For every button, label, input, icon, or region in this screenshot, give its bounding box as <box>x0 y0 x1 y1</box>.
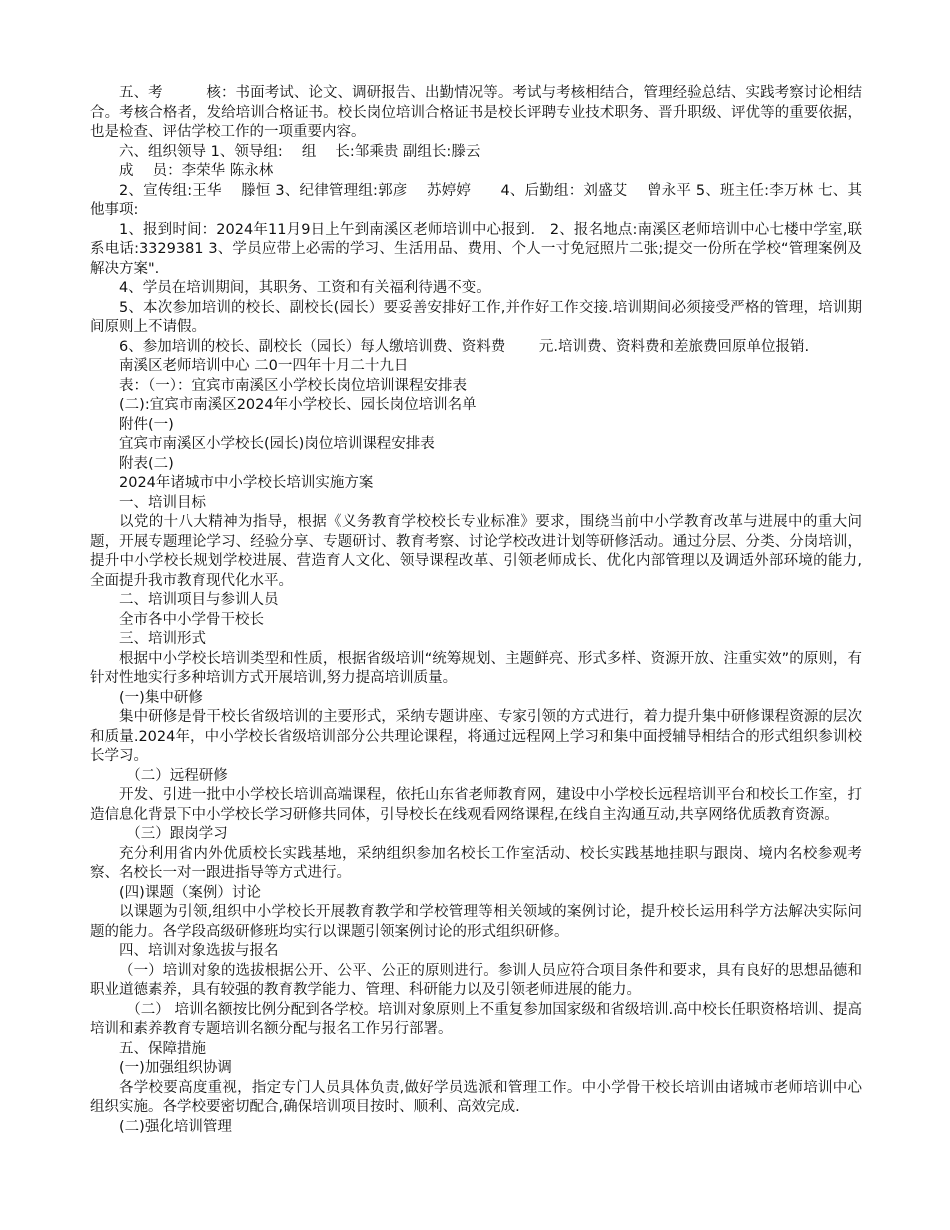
paragraph: 集中研修是骨干校长省级培训的主要形式，采纳专题讲座、专家引领的方式进行，着力提升集中研修课程资源的层次和质量.2024年，中小学校长省级培训部分公共理论课程，将通过远程网上学习和集中面授辅导相结合的形式组织参训校长学习。 <box>90 709 862 764</box>
paragraph: (二):宜宾市南溪区2024年小学校长、园长岗位培训名单 <box>119 397 477 413</box>
paragraph: 5、本次参加培训的校长、副校长(园长）要妥善安排好工作,并作好工作交接.培训期间必须接受严格的管理，培训期间原则上不请假。 <box>90 299 862 335</box>
paragraph: 表：（一）：宜宾市南溪区小学校长岗位培训课程安排表 <box>119 377 467 394</box>
paragraph: （二） 培训名额按比例分配到各学校。培训对象原则上不重复参加国家级和省级培训.高中校长任职资格培训、提高培训和素养教育专题培训名额分配与报名工作另行部署。 <box>90 1001 862 1037</box>
paragraph: 2024年诸城市中小学校长培训实施方案 <box>119 475 374 491</box>
paragraph: 附表(二) <box>119 455 174 472</box>
paragraph: 四、培训对象选拔与报名 <box>119 943 279 959</box>
paragraph: 六、组织领导 1、领导组: 组 长:邹乘贵 副组长:滕云 <box>119 143 481 160</box>
paragraph: 以课题为引领,组织中小学校长开展教育教学和学校管理等相关领域的案例讨论，提升校长运用科学方法解决实际问题的能力。各学段高级研修班均实行以课题引领案例讨论的形式组织研修。 <box>90 904 862 940</box>
paragraph: (一)集中研修 <box>119 689 203 706</box>
paragraph: 以党的十八大精神为指导，根据《义务教育学校校长专业标准》要求，围绕当前中小学教育改革与进展中的重大问题，开展专题理论学习、经验分享、专题研讨、教育考察、讨论学校改进计划等研修活动。通过分层、分类、分岗培训，提升中小学校长规划学校进展、营造育人文化、领导课程改革、引领老师成长、优化内部管理以及调适外部环境的能力,全面提升我市教育现代化水平。 <box>90 514 862 589</box>
paragraph: 1、报到时间：2024年11月9日上午到南溪区老师培训中心报到． 2、报名地点:南溪区老师培训中心七楼中学室,联系电话:3329381 3、学员应带上必需的学习、生活用品、费用、个人一寸免冠照片二张;提交一份所在学校“管理案例及解决方案". <box>90 221 862 277</box>
paragraph: 一、培训目标 <box>119 494 206 511</box>
paragraph: （二）远程研修 <box>126 767 228 784</box>
paragraph: 南溪区老师培训中心 二0一四年十月二十九日 <box>119 358 409 374</box>
paragraph: 充分利用省内外优质校长实践基地，采纳组织参加名校长工作室活动、校长实践基地挂职与跟岗、境内名校参观考察、名校长一对一跟进指导等方式进行。 <box>90 845 862 881</box>
paragraph: 宜宾市南溪区小学校长(园长)岗位培训课程安排表 <box>119 436 435 452</box>
paragraph: (四)课题（案例）讨论 <box>119 884 261 901</box>
paragraph: 根据中小学校长培训类型和性质，根据省级培训“统筹规划、主题鲜亮、形式多样、资源开放、注重实效”的原则，有针对性地实行多种培训方式开展培训,努力提高培训质量。 <box>90 650 862 686</box>
paragraph: 2、宣传组:王华 滕恒 3、纪律管理组:郭彦 苏婷婷 4、后勤组：刘盛艾 曾永平 5、班主任:李万林 七、其他事项: <box>90 182 862 218</box>
paragraph: 4、学员在培训期间，其职务、工资和有关福利待遇不变。 <box>119 280 491 296</box>
paragraph: （三）跟岗学习 <box>126 826 228 842</box>
paragraph: （一）培训对象的选拔根据公开、公平、公正的原则进行。参训人员应符合项目条件和要求，具有良好的思想品德和职业道德素养，具有较强的教育教学能力、管理、科研能力以及引领老师进展的能力。 <box>90 962 862 998</box>
paragraph: 二、培训项目与参训人员 <box>119 592 279 608</box>
paragraph: 三、培训形式 <box>119 631 206 647</box>
paragraph: (二)强化培训管理 <box>119 1118 232 1135</box>
paragraph: 五、保障措施 <box>119 1040 206 1057</box>
paragraph: (一)加强组织协调 <box>119 1060 232 1076</box>
paragraph: 附件(一) <box>119 416 174 433</box>
paragraph: 6、参加培训的校长、副校长（园长）每人缴培训费、资料费 元.培训费、资料费和差旅费回原单位报销. <box>119 338 810 355</box>
paragraph: 全市各中小学骨干校长 <box>119 611 264 628</box>
paragraph: 成 员：李荣华 陈永林 <box>119 163 274 179</box>
paragraph: 五、考 核：书面考试、论文、调研报告、出勤情况等。考试与考核相结合，管理经验总结、实践考察讨论相结合。考核合格者，发给培训合格证书。校长岗位培训合格证书是校长评聘专业技术职务、晋升职级、评优等的重要依据，也是检查、评估学校工作的一项重要内容。 <box>90 85 862 140</box>
paragraph: 开发、引进一批中小学校长培训高端课程，依托山东省老师教育网，建设中小学校长远程培训平台和校长工作室，打造信息化背景下中小学校长学习研修共同体，引导校长在线观看网络课程,在线自主沟通互动,共享网络优质教育资源。 <box>90 787 862 823</box>
paragraph: 各学校要高度重视，指定专门人员具体负责,做好学员选派和管理工作。中小学骨干校长培训由诸城市老师培训中心组织实施。各学校要密切配合,确保培训项目按时、顺利、高效完成. <box>90 1079 862 1115</box>
